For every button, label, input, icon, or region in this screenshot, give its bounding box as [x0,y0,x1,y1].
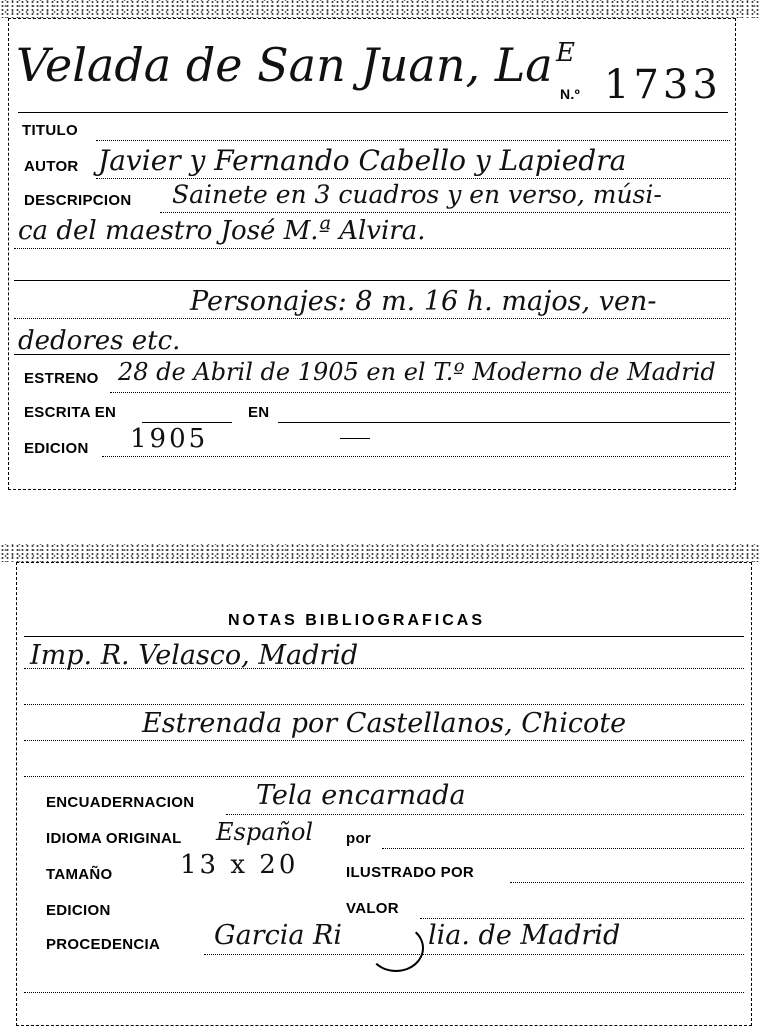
edicion-value: 1905 [130,424,209,454]
catalog-card-back [0,540,759,1028]
personajes-line1: Personajes: 8 m. 16 h. majos, ven- [190,286,657,317]
number-label: N.º [560,86,581,102]
descripcion-value-line1: Sainete en 3 cuadros y en verso, músi- [172,180,662,209]
title-superscript: E [556,38,575,68]
edicion-back-label: EDICION [46,902,111,919]
note-rule-3 [24,740,744,741]
idioma-value: Español [216,818,314,846]
procedencia-label: PROCEDENCIA [46,936,161,953]
tamano-value: 13 x 20 [180,850,299,880]
idioma-label: IDIOMA ORIGINAL [46,830,182,847]
por-label: por [346,830,372,847]
descripcion-label: DESCRIPCION [24,192,132,209]
note-rule-4 [24,776,744,777]
estreno-rule [110,392,730,393]
descripcion-value-line2: ca del maestro José M.ª Alvira. [18,216,426,246]
note-line2: Estrenada por Castellanos, Chicote [142,708,627,739]
ink-blot [368,924,424,972]
personajes-line2: dedores etc. [18,326,181,356]
ilustrado-label: ILUSTRADO POR [346,864,475,881]
titulo-label: TITULO [22,122,78,139]
note-rule-1 [24,668,744,669]
descripcion-rule-2 [14,248,730,249]
estreno-label: ESTRENO [24,370,99,387]
ilustrado-rule [510,882,744,883]
pen-stroke [340,438,370,439]
por-rule [382,848,744,849]
encuadernacion-value: Tela encarnada [256,780,466,811]
en-rule [278,422,730,423]
descripcion-rule [160,212,730,213]
escrita-en-label: ESCRITA EN [24,404,117,421]
catalog-card-front [0,0,759,500]
procedencia-value-b: lia. de Madrid [428,920,621,951]
en-label: EN [248,404,270,421]
title-rule [18,112,728,113]
heading-rule [24,636,744,637]
title-handwriting: Velada de San Juan, La [16,38,553,92]
blank-rule [14,280,730,281]
tamano-label: TAMAÑO [46,866,113,883]
personajes-rule [14,318,730,319]
encuadernacion-label: ENCUADERNACION [46,794,195,811]
autor-rule [96,178,730,179]
procedencia-rule [204,954,744,955]
valor-rule [420,918,744,919]
escrita-en-rule [142,422,232,423]
scan-noise-top [0,0,759,18]
scan-noise-bottom [0,544,759,562]
number-value: 1733 [604,62,722,108]
personajes-rule-2 [14,354,730,355]
notas-heading: NOTAS BIBLIOGRAFICAS [228,612,486,629]
note-rule-2 [24,704,744,705]
note-line1: Imp. R. Velasco, Madrid [30,640,359,671]
autor-label: AUTOR [24,158,79,175]
edicion-label: EDICION [24,440,89,457]
procedencia-value-a: Garcia Ri [214,920,342,951]
valor-label: VALOR [346,900,399,917]
bottom-rule [24,992,744,993]
encuadernacion-rule [226,814,744,815]
titulo-rule [96,140,730,141]
edicion-rule [102,456,730,457]
estreno-value: 28 de Abril de 1905 en el T.º Moderno de Madrid [118,358,716,386]
autor-value: Javier y Fernando Cabello y Lapiedra [98,144,627,177]
